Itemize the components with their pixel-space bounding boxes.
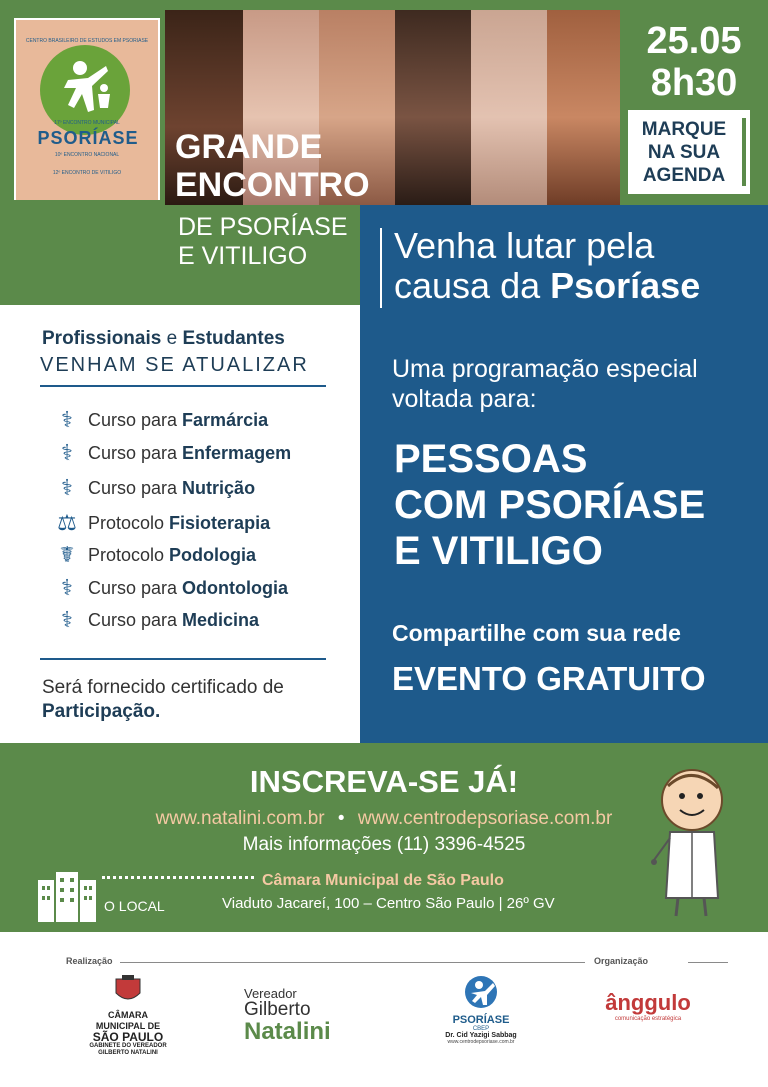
call-to-update: VENHAM SE ATUALIZAR (40, 354, 309, 376)
audience-professionals: Profissionais (42, 328, 162, 349)
organization-label: Organização (594, 956, 649, 966)
logo-line3: 12º ENCONTRO DE VITILIGO (52, 170, 122, 176)
natalini-link[interactable]: www.natalini.com.br (155, 808, 325, 829)
signup-title: INSCREVA-SE JÁ! (249, 764, 519, 799)
ang-sub: comunicação estratégica (614, 1016, 682, 1022)
event-title (175, 128, 370, 204)
contact-info: Mais informações (11) 3396-4525 (242, 834, 526, 855)
podiatry-icon: ☤ (59, 542, 75, 567)
certificate-line-2: Participação. (42, 701, 161, 722)
cbp-tag: CBEP (472, 1026, 490, 1032)
face-photo (395, 10, 471, 205)
event-date-time (620, 20, 768, 104)
medicine-icon: ⚕ (61, 607, 73, 632)
event-time: 8h30 (650, 62, 738, 104)
agenda-line-3: AGENDA (642, 165, 726, 186)
course-label (88, 545, 256, 566)
footer-rule-right (688, 962, 728, 963)
course-prefix: Curso para (88, 442, 183, 463)
agenda-line-1: MARQUE (641, 119, 727, 140)
divider-bottom (40, 658, 326, 660)
venue-address: Viaduto Jacareí, 100 – Centro São Paulo | 26º GV (222, 895, 555, 912)
course-item (52, 573, 288, 603)
course-label (88, 610, 259, 631)
certificate-line-1: Será fornecido certificado de (42, 677, 284, 698)
ang-name: ânggulo (605, 990, 691, 1015)
headline (394, 226, 700, 306)
face-photo (471, 10, 547, 205)
divider-top (40, 385, 326, 387)
target-line-3: E VITILIGO (394, 529, 603, 573)
gil-vereador: Vereador (244, 986, 297, 1001)
audience-students: Estudantes (182, 328, 285, 349)
course-prefix: Curso para (88, 577, 183, 598)
course-prefix: Curso para (88, 609, 183, 630)
sp-line-4: GILBERTO NATALINI (98, 1050, 158, 1056)
face-photo (547, 10, 620, 205)
sp-line-1: CÂMARA MUNICIPAL DE (95, 1010, 161, 1031)
certificate-note (42, 676, 342, 724)
link-separator: • (337, 808, 345, 829)
course-name: Enfermagem (182, 442, 292, 463)
course-label (88, 478, 255, 499)
headline-bold: Psoríase (550, 265, 701, 306)
target-line-2: COM PSORÍASE (394, 483, 706, 527)
course-prefix: Curso para (88, 477, 183, 498)
target-audience (394, 436, 705, 574)
course-label (88, 513, 270, 534)
camara-sp-logo (88, 975, 168, 1057)
location-label: O LOCAL (104, 898, 165, 914)
cbep-logo-icon (461, 975, 501, 1009)
course-label (88, 410, 268, 431)
logo-top-text: CENTRO BRASILEIRO DE ESTUDOS EM PSORIASE (25, 38, 149, 44)
program-intro (392, 354, 698, 414)
course-prefix: Protocolo (88, 512, 170, 533)
logo-brand: PSORÍASE (37, 128, 139, 148)
anggulo-logo (598, 990, 698, 1022)
audience-connector: e (161, 328, 183, 349)
course-item (52, 405, 268, 435)
footer-rule (120, 962, 585, 963)
realization-label: Realização (66, 956, 113, 966)
sp-line-3: GABINETE DO VEREADOR (89, 1043, 167, 1049)
gil-last-name: Natalini (244, 1018, 331, 1045)
subtitle-line-1: DE PSORÍASE (178, 213, 348, 241)
program-line-2: voltada para: (392, 385, 537, 413)
course-name: Nutrição (182, 477, 256, 498)
course-item (52, 605, 259, 635)
dentistry-icon: ⚕ (61, 575, 73, 600)
venue-name: Câmara Municipal de São Paulo (262, 872, 504, 889)
cbep-psoriase-logo (436, 975, 526, 1045)
target-line-1: PESSOAS (394, 437, 588, 481)
title-line-1: GRANDE (175, 128, 323, 166)
building-icon (38, 872, 96, 922)
audience-heading (42, 328, 285, 350)
event-subtitle (178, 213, 348, 271)
agenda-line-2: NA SUA (647, 142, 721, 163)
free-event-text: EVENTO GRATUITO (392, 660, 706, 697)
course-item (52, 438, 291, 468)
sp-line-2: SÃO PAULO (92, 1030, 164, 1044)
course-prefix: Curso para (88, 409, 183, 430)
doctor-mascot-icon (648, 768, 732, 918)
nutrition-icon: ⚕ (61, 475, 73, 500)
course-item (52, 473, 255, 503)
person-figure-icon (58, 58, 112, 118)
cbp-brand: PSORÍASE (452, 1014, 510, 1026)
logo-line2: 10º ENCONTRO NACIONAL (54, 152, 120, 158)
physiotherapy-icon: ⚖ (57, 510, 77, 535)
headline-prefix: causa da (394, 265, 551, 306)
pharmacy-icon: ⚕ (61, 407, 73, 432)
course-name: Podologia (169, 544, 257, 565)
share-text: Compartilhe com sua rede (392, 620, 681, 646)
event-date: 25.05 (646, 20, 742, 62)
cbp-site: www.centrodepsoriase.com.br (447, 1039, 515, 1045)
save-date-text (628, 118, 740, 187)
course-label (88, 578, 288, 599)
nursing-icon: ⚕ (61, 440, 73, 465)
course-item (52, 508, 270, 538)
title-line-2: ENCONTRO (175, 166, 370, 204)
headline-divider (380, 228, 382, 308)
gil-first-name: Gilberto (244, 999, 311, 1020)
centrodepsoriase-link[interactable]: www.centrodepsoriase.com.br (357, 808, 613, 829)
course-item (52, 540, 256, 570)
subtitle-line-2: E VITILIGO (178, 242, 308, 270)
location-dots (102, 876, 254, 879)
headline-line-2 (394, 266, 700, 306)
course-prefix: Protocolo (88, 544, 170, 565)
course-name: Farmárcia (182, 409, 269, 430)
course-name: Odontologia (182, 577, 289, 598)
course-label (88, 443, 291, 464)
course-name: Medicina (182, 609, 260, 630)
agenda-accent-bar (742, 118, 746, 186)
logo-line1: 17º ENCONTRO MUNICIPAL (54, 120, 120, 126)
coat-of-arms-icon (114, 975, 142, 1005)
gilberto-natalini-logo (244, 986, 352, 1045)
cbp-doctor: Dr. Cid Yazigi Sabbag (445, 1032, 517, 1039)
headline-line-1: Venha lutar pela (394, 225, 655, 266)
course-name: Fisioterapia (169, 512, 271, 533)
program-line-1: Uma programação especial (392, 355, 698, 383)
